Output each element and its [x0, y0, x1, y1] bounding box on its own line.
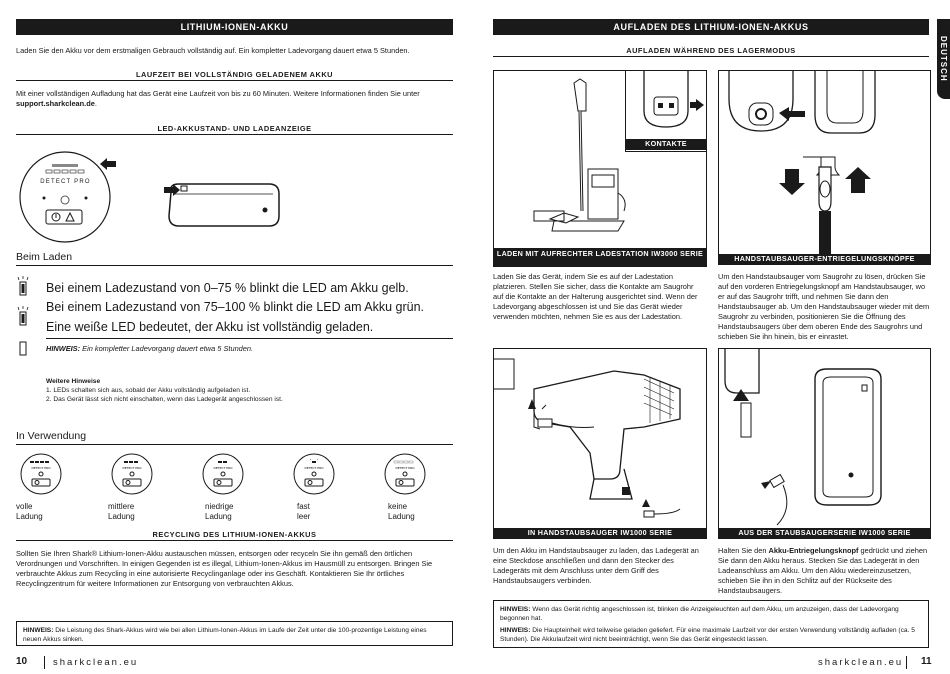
runtime-text: Mit einer vollständigen Aufladung hat das Gerät eine Laufzeit von bis zu 60 Minuten. Weitere Informationen finden Sie unter support.sharkclean.de.: [16, 89, 420, 108]
level-label-empty: keine Ladung: [388, 502, 415, 521]
charging-note-1: HINWEIS: Wenn das Gerät richtig angeschlossen ist, blinken die Anzeigeleuchten auf dem Akku, um anzuzeigen, dass der Ladevorgang begonnen hat.: [500, 606, 899, 622]
more-note-2: 2. Das Gerät lässt sich nicht einschalten, wenn das Ladegerät angeschlossen ist.: [46, 396, 283, 403]
caption-upright-station: LADEN MIT AUFRECHTER LADESTATION IW3000 SERIE: [493, 248, 707, 267]
page-number-right: 11: [921, 656, 932, 667]
footer-divider: [44, 656, 45, 669]
charging-notes-box: [493, 600, 929, 648]
intro-text: Laden Sie den Akku vor dem erstmaligen Gebrauch vollständig auf. Ein kompletter Ladevorgang dauert etwa 5 Stunden.: [16, 46, 410, 55]
blinking-battery-icon: [16, 306, 30, 328]
charging-line-1: Bei einem Ladezustand von 0–75 % blinkt die LED am Akku gelb.: [46, 281, 409, 295]
upright-station-illustration: [493, 70, 707, 260]
blinking-battery-icon: [16, 276, 30, 298]
more-notes-title: Weitere Hinweise: [46, 378, 101, 385]
footer-divider: [906, 656, 907, 669]
battery-removed-illustration: [718, 348, 931, 530]
release-buttons-illustration: [718, 70, 931, 258]
svg-text:DETECT PRO: DETECT PRO: [395, 466, 415, 470]
svg-text:DETECT PRO: DETECT PRO: [213, 466, 233, 470]
level-low-icon: [198, 452, 248, 502]
level-almost-empty-icon: [289, 452, 339, 502]
battery-removed-text: Halten Sie den Akku-Entriegelungsknopf gedrückt und ziehen Sie dann den Akku heraus. Stecken Sie das Ladegerät in den Ladeanschluss am Akku. Um den Akku wiedereinzusetzen, schieben Sie ihn in den Schlitz auf der Rückseite des Handstaubsaugers.: [718, 546, 928, 595]
recycling-heading: RECYCLING DES LITHIUM-IONEN-AKKUS: [152, 530, 317, 539]
battery-icon: [16, 340, 30, 356]
svg-text:DETECT PRO: DETECT PRO: [304, 466, 324, 470]
storage-mode-heading: AUFLADEN WÄHREND DES LAGERMODUS: [626, 46, 796, 55]
arrow-right-icon: [164, 184, 180, 196]
divider: [46, 338, 453, 339]
divider: [16, 540, 453, 541]
handheld-charging-text: Um den Akku im Handstaubsauger zu laden, das Ladegerät an eine Steckdose anschließen und dann den Stecker des Ladegeräts mit dem Anschluss unter dem Griff des Handstaubsaugers verbinden.: [493, 546, 699, 585]
upright-station-text: Laden Sie das Gerät, indem Sie es auf der Ladestation platzieren. Stellen Sie sicher, dass die Kontakte am Saugrohr auf die Kontakte an der Halterung ausgerichtet sind. Wenn der Ladevorgang abgeschlossen ist und Sie das Gerät wieder verwenden möchten, nehmen Sie es aus der Ladestation.: [493, 272, 698, 321]
control-brand-label: DETECT PRO: [40, 179, 91, 185]
contacts-inset: [625, 71, 706, 152]
charging-line-3: Eine weiße LED bedeutet, der Akku ist vollständig geladen.: [46, 320, 374, 334]
divider: [16, 444, 453, 445]
svg-text:DETECT PRO: DETECT PRO: [31, 466, 51, 470]
control-panel-illustration: [18, 150, 113, 245]
level-empty-icon: [380, 452, 430, 502]
arrow-left-icon: [100, 158, 116, 170]
level-medium-icon: [107, 452, 157, 502]
charging-note: HINWEIS: Ein kompletter Ladevorgang dauert etwa 5 Stunden.: [46, 344, 254, 353]
support-link[interactable]: support.sharkclean.de: [16, 99, 95, 108]
right-page: [475, 0, 950, 674]
contacts-label: KONTAKTE: [626, 139, 706, 150]
in-use-title: In Verwendung: [16, 430, 87, 442]
runtime-heading: LAUFZEIT BEI VOLLSTÄNDIG GELADENEM AKKU: [135, 70, 333, 79]
handheld-charging-illustration: [493, 348, 707, 530]
page-number-left: 10: [16, 656, 28, 667]
charging-line-2: Bei einem Ladezustand von 75–100 % blinkt die LED am Akku grün.: [46, 300, 425, 314]
footer-right: sharkclean.eu: [818, 657, 904, 668]
level-indicators: [16, 452, 456, 526]
level-full-icon: [16, 452, 66, 502]
level-label-full: volle Ladung: [16, 502, 43, 521]
level-label-medium: mittlere Ladung: [108, 502, 135, 521]
led-heading: LED-AKKUSTAND- UND LADEANZEIGE: [157, 124, 312, 133]
section-header-charging: AUFLADEN DES LITHIUM-IONEN-AKKUS: [493, 19, 929, 35]
footer-left: sharkclean.eu: [53, 657, 139, 668]
caption-release-buttons: HANDSTAUBSAUGER-ENTRIEGELUNGSKNÖPFE: [718, 254, 931, 265]
svg-text:DETECT PRO: DETECT PRO: [122, 466, 142, 470]
caption-battery-removed: AUS DER STAUBSAUGERSERIE IW1000 SERIE: [718, 528, 931, 539]
section-header-battery: LITHIUM-IONEN-AKKU: [16, 19, 453, 35]
divider: [16, 265, 453, 266]
level-label-almost-empty: fast leer: [297, 502, 311, 521]
language-tab: DEUTSCH: [937, 19, 950, 99]
divider: [16, 134, 453, 135]
charging-title: Beim Laden: [16, 251, 73, 263]
release-buttons-text: Um den Handstaubsauger vom Saugrohr zu lösen, drücken Sie auf den vorderen Entriegelungsknopf am Handstaubsauger, wo er auf das Saugrohr trifft, und nehmen Sie dann den Handstaubsauger ab. Um den Handstaubsauger wieder mit dem Saugrohr zu verbinden, positionieren Sie die Öffnung des Handstaubsaugers über dem oberen Ende des Saugrohrs und schieben Sie ihn hinein, bis er einrastet.: [718, 272, 930, 341]
caption-handheld: IN HANDSTAUBSAUGER IW1000 SERIE: [493, 528, 707, 539]
divider: [16, 80, 453, 81]
battery-note-box: HINWEIS: Die Leistung des Shark-Akkus wird wie bei allen Lithium-Ionen-Akkus im Laufe der Zeit unter die 100-prozentige Leistung eines neuen Akkus sinken.: [16, 621, 453, 646]
more-note-1: 1. LEDs schalten sich aus, sobald der Akku vollständig aufgeladen ist.: [46, 387, 251, 394]
level-label-low: niedrige Ladung: [205, 502, 234, 521]
battery-illustration: [165, 180, 283, 228]
charging-note-2: HINWEIS: Die Haupteinheit wird teilweise geladen geliefert. Für eine maximale Laufzeit vor der ersten Verwendung vollständig aufladen (ca. 5 Stunden). Die Akkulaufzeit wird nicht beeinträchtigt, wenn Sie das Gerät eingesteckt lassen.: [500, 627, 915, 643]
recycling-text: Sollten Sie Ihren Shark® Lithium-Ionen-Akku austauschen müssen, entsorgen oder recyceln Sie ihn gemäß den örtlichen Verordnungen und Vorschriften. In einigen Gegenden ist es illegal, Lithium-Ionen-Akkus im Hausmüll zu entsorgen. Bringen Sie verbrauchte Akkus zum Recycling in eine autorisierte Recyclinganlage oder ins Geschäft. Kontaktieren Sie Ihr örtliches Recyclingzentrum für weitere Informationen zur Entsorgung von verbrauchten Akkus.: [16, 549, 433, 588]
divider: [493, 56, 929, 57]
